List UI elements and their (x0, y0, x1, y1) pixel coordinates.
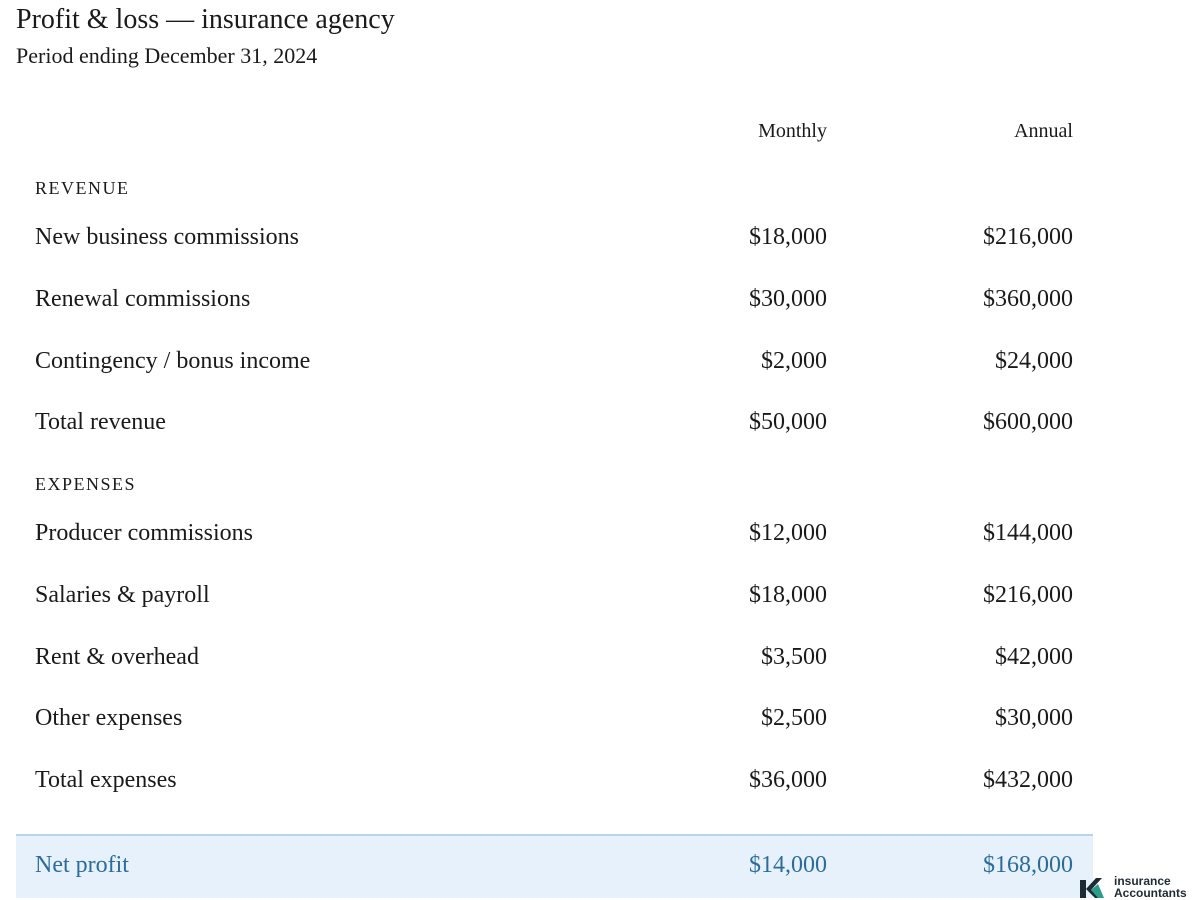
table-row (16, 520, 1093, 560)
column-header-annual: Annual (1014, 120, 1073, 142)
logo-text-line1: insurance (1114, 874, 1171, 888)
row-label: Contingency / bonus income (35, 348, 311, 374)
row-label: Total revenue (35, 409, 166, 435)
table-row (16, 224, 1093, 264)
row-annual-value: $30,000 (995, 705, 1073, 731)
column-header-monthly: Monthly (758, 120, 827, 142)
section-heading-expenses: EXPENSES (35, 474, 137, 494)
table-row-total-expenses (16, 767, 1093, 807)
row-monthly-value: $12,000 (749, 520, 827, 546)
row-annual-value: $432,000 (983, 767, 1073, 793)
row-monthly-value: $2,500 (761, 705, 827, 731)
row-annual-value: $216,000 (983, 224, 1073, 250)
table-row (16, 644, 1093, 684)
table-row (16, 348, 1093, 388)
page-title: Profit & loss — insurance agency (16, 4, 395, 35)
insurance-accountants-logo (1078, 874, 1200, 900)
table-row (16, 705, 1093, 745)
row-label: New business commissions (35, 224, 299, 250)
row-label: Rent & overhead (35, 644, 199, 670)
row-label: Salaries & payroll (35, 582, 210, 608)
row-annual-value: $42,000 (995, 644, 1073, 670)
table-row (16, 582, 1093, 622)
table-row (16, 286, 1093, 326)
net-profit-row (16, 834, 1093, 898)
row-annual-value: $600,000 (983, 409, 1073, 435)
logo-text-line2: Accountants (1114, 886, 1187, 900)
row-annual-value: $24,000 (995, 348, 1073, 374)
row-monthly-value: $18,000 (749, 582, 827, 608)
section-heading-revenue: REVENUE (35, 178, 130, 198)
net-profit-annual-value: $168,000 (983, 852, 1073, 878)
row-label: Other expenses (35, 705, 183, 731)
row-label: Producer commissions (35, 520, 253, 546)
table-row-total-revenue (16, 409, 1093, 449)
net-profit-label: Net profit (35, 852, 129, 878)
row-monthly-value: $3,500 (761, 644, 827, 670)
row-monthly-value: $36,000 (749, 767, 827, 793)
row-label: Total expenses (35, 767, 177, 793)
row-label: Renewal commissions (35, 286, 251, 312)
row-monthly-value: $2,000 (761, 348, 827, 374)
page-subtitle: Period ending December 31, 2024 (16, 43, 318, 68)
row-monthly-value: $30,000 (749, 286, 827, 312)
row-monthly-value: $18,000 (749, 224, 827, 250)
net-profit-monthly-value: $14,000 (749, 852, 827, 878)
insurance-accountants-logo-icon (1080, 876, 1106, 898)
row-annual-value: $216,000 (983, 582, 1073, 608)
row-annual-value: $144,000 (983, 520, 1073, 546)
row-annual-value: $360,000 (983, 286, 1073, 312)
row-monthly-value: $50,000 (749, 409, 827, 435)
